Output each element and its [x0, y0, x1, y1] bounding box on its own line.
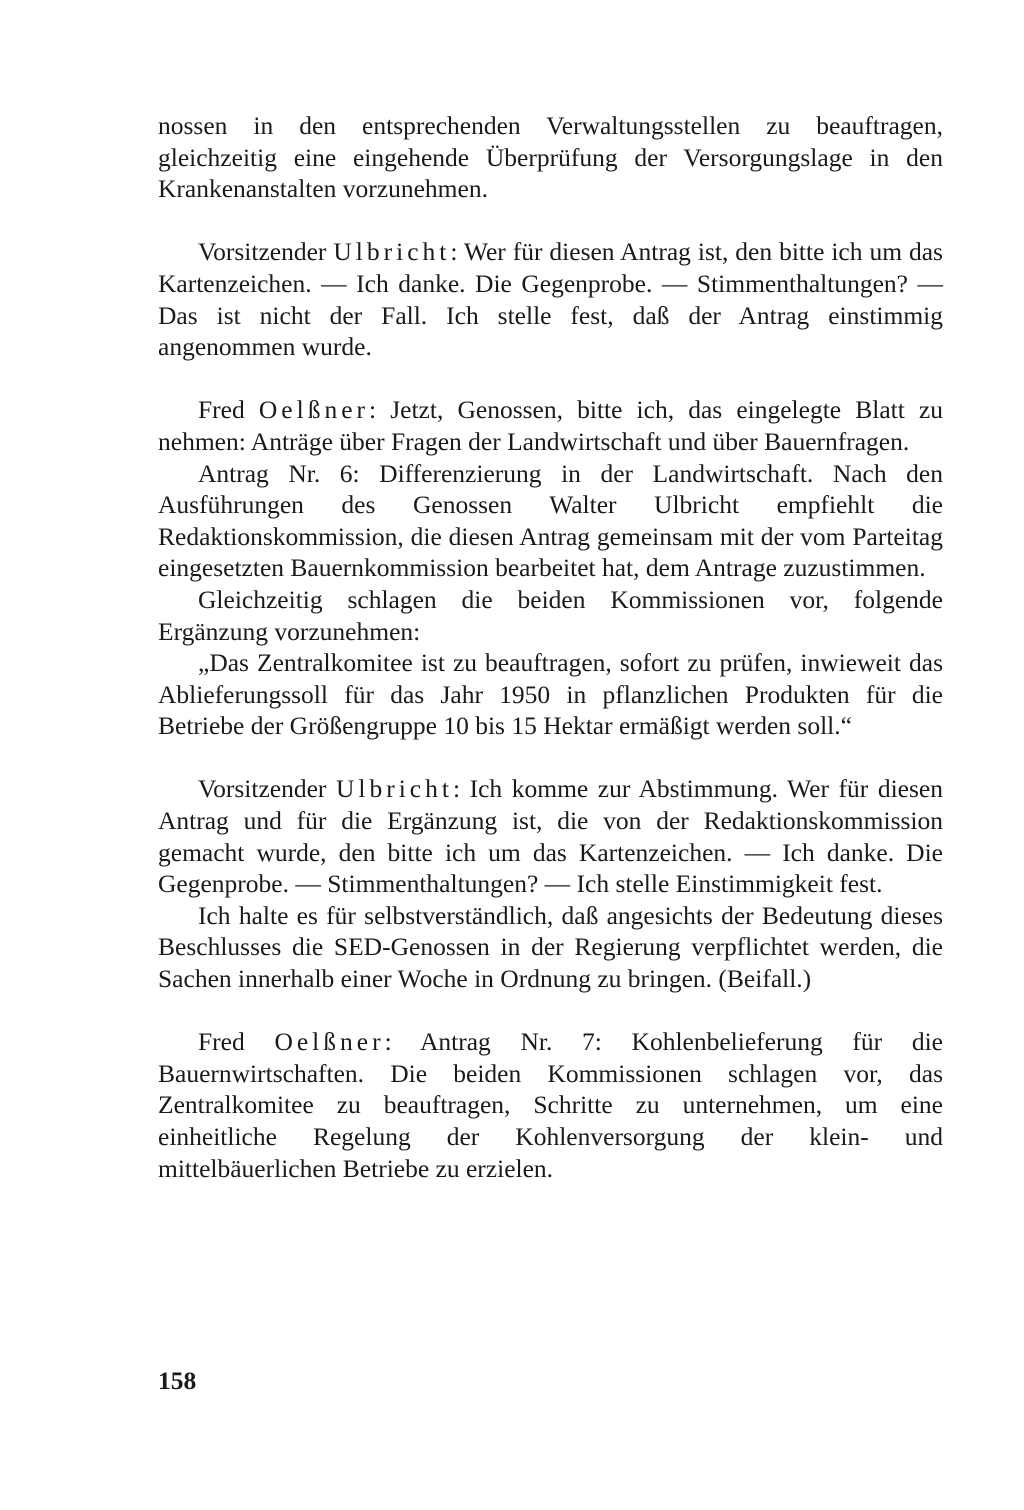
- speaker-role: Fred: [198, 395, 259, 425]
- paragraph-text: : Jetzt, Genossen, bitte ich, das eingelegte Blatt zu nehmen: Anträge über Fragen der Landwirtschaft und über Bauernfragen.: [158, 395, 943, 456]
- paragraph-quote: [158, 647, 943, 742]
- speaker-name: Oelßner: [274, 1027, 385, 1057]
- speaker-role: Fred: [198, 1027, 275, 1057]
- paragraph-text: : Ich komme zur Abstimmung. Wer für diesen Antrag und für die Ergänzung ist, die von der Redaktionskommission gemacht wurde, den bitte ich um das Kartenzeichen. — Ich danke. Die Gegenprobe. — Stimmenthaltungen? — Ich stelle Einstimmigkeit fest.: [158, 774, 943, 899]
- paragraph-text: : Antrag Nr. 7: Kohlenbelieferung für die Bauernwirtschaften. Die beiden Kommissionen schlagen vor, das Zentralkomitee zu beauftragen, Schritte zu unternehmen, um eine einheitliche Regelung der Kohlenversorgung der klein- und mittelbäuerlichen Betriebe zu erzielen.: [158, 1027, 943, 1183]
- page-number: 158: [158, 1366, 197, 1395]
- speaker-name: Oelßner: [258, 395, 370, 425]
- paragraph-text: Antrag Nr. 6: Differenzierung in der Landwirtschaft. Nach den Ausführungen des Genossen Walter Ulbricht empfiehlt die Redaktionskommission, die diesen Antrag gemeinsam mit der vom Parteitag eingesetzten Bauernkommission bearbeitet hat, dem Antrage zuzustimmen.: [158, 458, 943, 583]
- paragraph-selbstverstaendlich: [158, 900, 943, 995]
- speaker-role: Vorsitzender: [198, 237, 334, 267]
- paragraph-text: Ich halte es für selbstverständlich, daß angesichts der Bedeutung dieses Beschlusses die SED-Genossen in der Regierung verpflichtet werden, die Sachen innerhalb einer Woche in Ordnung zu bringen. (Beifall.): [158, 900, 943, 994]
- paragraph-antrag-6: [158, 458, 943, 584]
- paragraph-text: „Das Zentralkomitee ist zu beauftragen, sofort zu prüfen, inwieweit das Ablieferungssoll für das Jahr 1950 in pflanzlichen Produkten für die Betriebe der Größengruppe 10 bis 15 Hektar ermäßigt werden soll.“: [158, 648, 943, 741]
- paragraph-speech-ulbricht-2: [158, 773, 943, 899]
- paragraph-text: : Wer für diesen Antrag ist, den bitte ich um das Kartenzeichen. — Ich danke. Die Gegenprobe. — Stimmenthaltungen? — Das ist nicht der Fall. Ich stelle fest, daß der Antrag einstimmig angenommen wurde.: [158, 237, 943, 362]
- page-body: [158, 110, 943, 1184]
- paragraph-ergaenzung: [158, 584, 943, 647]
- paragraph-text: nossen in den entsprechenden Verwaltungsstellen zu beauftragen, gleichzeitig eine eingehende Überprüfung der Versorgungslage in den Krankenanstalten vorzunehmen.: [158, 111, 943, 204]
- paragraph-continuation: [158, 110, 943, 205]
- speaker-name: Ulbricht: [333, 237, 451, 267]
- paragraph-speech-ulbricht-1: [158, 236, 943, 362]
- speaker-name: Ulbricht: [335, 774, 453, 804]
- paragraph-speech-oelssner-1: [158, 394, 943, 457]
- paragraph-text: Gleichzeitig schlagen die beiden Kommissionen vor, folgende Ergänzung vorzunehmen:: [158, 584, 943, 646]
- paragraph-speech-oelssner-2: [158, 1026, 943, 1184]
- speaker-role: Vorsitzender: [198, 774, 336, 804]
